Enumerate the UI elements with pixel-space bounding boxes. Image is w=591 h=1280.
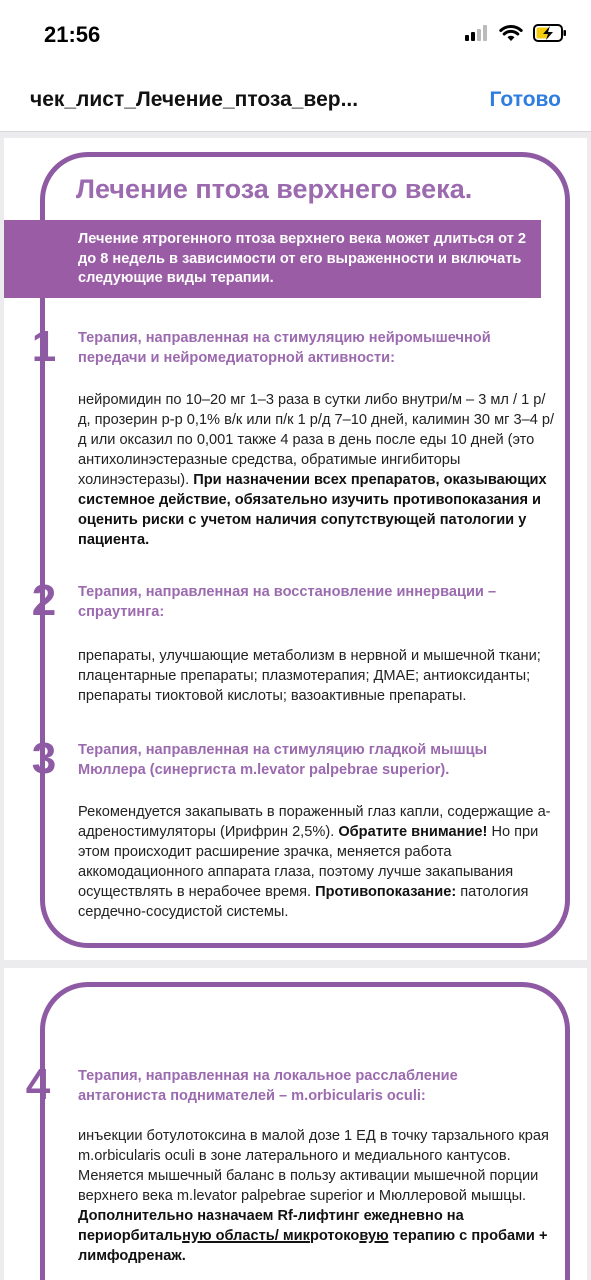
- document-nav-bar: [0, 70, 591, 132]
- section-note: Дополнительно назначаем Rf-лифтинг ежедневно на периорбитальную область/ микротоковую терапию с пробами + лимфодренаж.: [78, 1208, 548, 1264]
- section-body: препараты, улучшающие метаболизм в нервной и мышечной ткани; плацентарные препараты; плазмотерапия; ДМАЕ; антиоксиданты; препараты тиоктовой кислоты; вазоактивные препараты.: [78, 648, 541, 704]
- highlighted-text: вую: [359, 1228, 389, 1244]
- contraindication-label: Противопоказание:: [315, 884, 457, 900]
- done-button[interactable]: Готово: [489, 88, 561, 111]
- section-number: 2: [31, 576, 57, 625]
- section-title: Терапия, направленная на восстановление иннервации – спраутинга:: [78, 584, 497, 620]
- signal-icon: [465, 25, 489, 41]
- status-time: 21:56: [44, 22, 101, 47]
- section-title: Терапия, направленная на локальное расслабление антагониста поднимателей – m.orbicularis oculi:: [78, 1068, 458, 1104]
- document-page: [4, 138, 587, 960]
- status-bar: [0, 0, 591, 70]
- section-text: нейромидин по 10–20 мг 1–3 раза в сутки либо внутри/м – 3 мл / 1 р/д, прозерин р-р 0,1% в/к или п/к 1 р/д 7–10 дней, калимин 30 мг 3–4 р/д или оксазил по 0,001 также 4 раза в день после еды 10 дней (это антихолинэстеразные средства, обратимые ингибиторы холинэстеразы).: [78, 392, 555, 488]
- status-icons: [465, 24, 567, 42]
- section-text: Рекомендуется закапывать в пораженный глаз капли, содержащие а-адреностимуляторы (Ирифрин 2,5%).: [78, 804, 551, 840]
- wifi-icon: [499, 24, 523, 42]
- attention-label: Обратите внимание!: [338, 824, 488, 840]
- page-heading: Лечение птоза верхнего века.: [76, 174, 473, 204]
- document-viewer[interactable]: [0, 132, 591, 1280]
- section-body: [78, 1126, 558, 1266]
- section-warning: При назначении всех препаратов, оказывающих системное действие, обязательно изучить противопоказания и оценить риски с учетом наличия сопутствующей патологии у пациента.: [78, 472, 547, 548]
- intro-text: Лечение ятрогенного птоза верхнего века может длиться от 2 до 8 недель в зависимости от его выраженности и включать следующие виды терапии.: [78, 231, 527, 286]
- document-title: чек_лист_Лечение_птоза_вер...: [30, 88, 359, 111]
- highlighted-text: ную область/ мик: [182, 1228, 310, 1244]
- contraindication-text: патология сердечно-сосудистой системы.: [78, 884, 529, 920]
- section-title: Терапия, направленная на стимуляцию гладкой мышцы Мюллера (синергиста m.levator palpebrae superior).: [78, 742, 488, 778]
- battery-charging-icon: [533, 24, 567, 42]
- section-text: инъекции ботулотоксина в малой дозе 1 ЕД в точку тарзального края m.orbicularis oculi в зоне латерального и медиального кантусов. Меняется мышечный баланс в пользу активации мышечной порции верхнего века m.levator palpebrae superior и Мюллеровой мышцы.: [78, 1128, 549, 1204]
- section-body: [78, 802, 558, 922]
- section-title: Терапия, направленная на стимуляцию нейромышечной передачи и нейромедиаторной активности:: [78, 330, 491, 366]
- section-body: [78, 390, 558, 550]
- section-number: 1: [31, 322, 57, 371]
- section-number: 3: [31, 734, 57, 783]
- document-page: [4, 968, 587, 1280]
- section-number: 4: [25, 1060, 51, 1109]
- attention-text: Но при этом происходит расширение зрачка, меняется работа аккомодационного аппарата глаза, поэтому лучше закапывания осуществлять в нерабочее время.: [78, 824, 539, 900]
